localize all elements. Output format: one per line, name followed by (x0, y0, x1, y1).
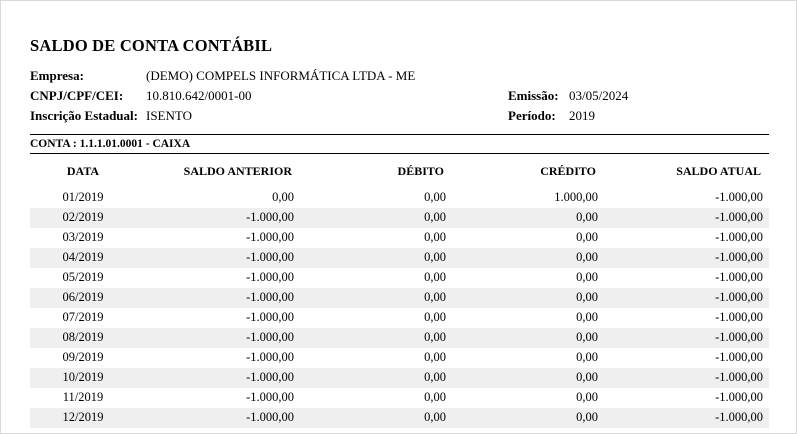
cell-data: 05/2019 (62, 270, 104, 284)
cell-data: 06/2019 (62, 290, 104, 304)
cell-debito: 0,00 (424, 390, 446, 404)
cell-saldo-anterior: -1.000,00 (246, 410, 294, 424)
cell-saldo-atual: -1.000,00 (715, 270, 763, 284)
cell-debito: 0,00 (424, 210, 446, 224)
cell-saldo-anterior: -1.000,00 (246, 270, 294, 284)
cell-saldo-atual: -1.000,00 (715, 350, 763, 364)
cell-saldo-atual: -1.000,00 (715, 210, 763, 224)
cell-saldo-anterior: -1.000,00 (246, 210, 294, 224)
periodo-value: 2019 (569, 108, 595, 123)
cell-saldo-anterior: -1.000,00 (246, 330, 294, 344)
cnpj-label: CNPJ/CPF/CEI: (30, 88, 124, 103)
cell-credito: 0,00 (576, 210, 598, 224)
cell-data: 12/2019 (62, 410, 104, 424)
table-row (30, 268, 769, 288)
cell-saldo-atual: -1.000,00 (715, 190, 763, 204)
inscricao-label: Inscrição Estadual: (30, 108, 138, 123)
account-divider (30, 153, 769, 154)
table-row (30, 288, 769, 308)
table-row (30, 308, 769, 328)
cell-saldo-anterior: -1.000,00 (246, 290, 294, 304)
header-divider (30, 134, 769, 135)
cell-debito: 0,00 (424, 290, 446, 304)
cell-saldo-atual: -1.000,00 (715, 370, 763, 384)
empresa-label: Empresa: (30, 68, 84, 83)
cell-credito: 0,00 (576, 250, 598, 264)
cell-saldo-anterior: -1.000,00 (246, 350, 294, 364)
cell-credito: 0,00 (576, 390, 598, 404)
column-header-saldo-atual: SALDO ATUAL (676, 164, 761, 178)
cell-debito: 0,00 (424, 310, 446, 324)
cell-debito: 0,00 (424, 250, 446, 264)
cell-saldo-anterior: 0,00 (272, 190, 294, 204)
cell-debito: 0,00 (424, 330, 446, 344)
cell-saldo-atual: -1.000,00 (715, 390, 763, 404)
cell-debito: 0,00 (424, 270, 446, 284)
empresa-value: (DEMO) COMPELS INFORMÁTICA LTDA - ME (146, 68, 416, 83)
cell-data: 08/2019 (62, 330, 104, 344)
cell-saldo-anterior: -1.000,00 (246, 230, 294, 244)
cell-saldo-anterior: -1.000,00 (246, 390, 294, 404)
cell-debito: 0,00 (424, 370, 446, 384)
cell-data: 11/2019 (62, 390, 104, 404)
emissao-value: 03/05/2024 (569, 88, 629, 103)
cell-credito: 0,00 (576, 350, 598, 364)
table-row (30, 248, 769, 268)
table-row (30, 328, 769, 348)
cell-saldo-atual: -1.000,00 (715, 230, 763, 244)
table-row (30, 368, 769, 388)
cell-credito: 0,00 (576, 370, 598, 384)
column-header-data: DATA (66, 164, 100, 178)
emissao-label: Emissão: (508, 88, 559, 103)
cell-saldo-atual: -1.000,00 (715, 410, 763, 424)
cell-saldo-anterior: -1.000,00 (246, 370, 294, 384)
cell-credito: 0,00 (576, 310, 598, 324)
cell-data: 03/2019 (62, 230, 104, 244)
cell-saldo-atual: -1.000,00 (715, 330, 763, 344)
report-title: SALDO DE CONTA CONTÁBIL (30, 36, 273, 55)
cell-credito: 0,00 (576, 290, 598, 304)
cell-data: 09/2019 (62, 350, 104, 364)
cell-debito: 0,00 (424, 410, 446, 424)
cell-data: 01/2019 (62, 190, 104, 204)
table-row (30, 408, 769, 428)
cell-data: 07/2019 (62, 310, 104, 324)
column-header-credito: CRÉDITO (540, 164, 596, 178)
cell-debito: 0,00 (424, 190, 446, 204)
cell-credito: 0,00 (576, 270, 598, 284)
cell-credito: 0,00 (576, 230, 598, 244)
cell-credito: 0,00 (576, 410, 598, 424)
inscricao-value: ISENTO (146, 108, 192, 123)
table-row (30, 388, 769, 408)
column-header-debito: DÉBITO (397, 164, 444, 178)
cell-credito: 1.000,00 (554, 190, 598, 204)
column-header-saldo-anterior: SALDO ANTERIOR (183, 164, 292, 178)
cell-saldo-atual: -1.000,00 (715, 310, 763, 324)
cell-debito: 0,00 (424, 350, 446, 364)
table-row (30, 188, 769, 208)
table-row (30, 208, 769, 228)
table-row (30, 228, 769, 248)
cell-credito: 0,00 (576, 330, 598, 344)
account-label: CONTA : 1.1.1.01.0001 - CAIXA (30, 138, 191, 150)
periodo-label: Período: (508, 108, 556, 123)
cell-saldo-anterior: -1.000,00 (246, 250, 294, 264)
cell-debito: 0,00 (424, 230, 446, 244)
table-row (30, 348, 769, 368)
cnpj-value: 10.810.642/0001-00 (146, 88, 252, 103)
cell-data: 04/2019 (62, 250, 104, 264)
cell-data: 10/2019 (62, 370, 104, 384)
balance-table-body (30, 188, 769, 428)
cell-saldo-anterior: -1.000,00 (246, 310, 294, 324)
cell-saldo-atual: -1.000,00 (715, 250, 763, 264)
cell-saldo-atual: -1.000,00 (715, 290, 763, 304)
cell-data: 02/2019 (62, 210, 104, 224)
